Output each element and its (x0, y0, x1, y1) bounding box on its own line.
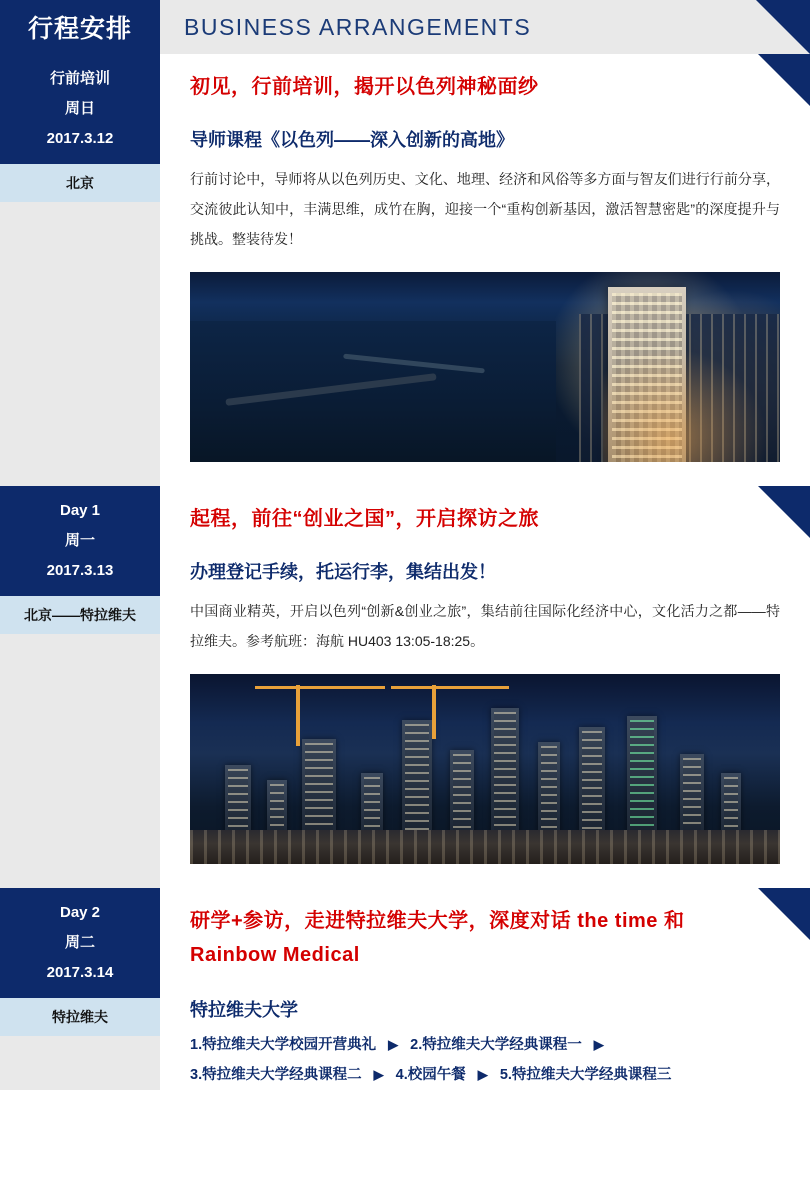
tel-aviv-coast-night-photo (190, 272, 780, 462)
building (680, 754, 704, 838)
agenda-item: 4.校园午餐 (395, 1067, 466, 1083)
day-paragraph: 中国商业精英，开启以色列“创新&创业之旅”，集结前往国际化经济中心，文化活力之都——特拉维夫。参考航班：海航 HU403 13:05-18:25。 (190, 603, 780, 649)
building (721, 773, 741, 838)
day-label: Day 2 (59, 904, 101, 921)
day-date: 2017.3.12 (46, 130, 114, 147)
agenda-row (190, 1060, 790, 1090)
section-corner-triangle-decoration (758, 486, 810, 538)
day-date: 2017.3.14 (46, 964, 114, 981)
agenda-item: 3.特拉维夫大学经典课程二 (190, 1067, 362, 1083)
header-corner-triangle-decoration (756, 0, 810, 54)
day-label: Day 1 (59, 502, 101, 519)
day-weekday: 周一 (64, 532, 95, 549)
chevron-right-icon: ▶ (593, 1037, 604, 1052)
chevron-right-icon: ▶ (373, 1067, 384, 1082)
day-city: 北京——特拉维夫 (0, 596, 160, 634)
day-headline: 初见，行前培训，揭开以色列神秘面纱 (190, 76, 539, 98)
section-corner-triangle-decoration (758, 888, 810, 940)
page-header (0, 0, 810, 54)
day-block-pretraining (0, 54, 810, 486)
day-weekday: 周二 (64, 934, 95, 951)
section-spacer (190, 462, 790, 486)
day-city: 北京 (0, 164, 160, 202)
day-date: 2017.3.13 (46, 562, 114, 579)
building-under-construction (302, 739, 336, 838)
day-city: 特拉维夫 (0, 998, 160, 1036)
building (450, 750, 474, 837)
sea-area (190, 321, 556, 462)
page-title-cn: 行程安排 (27, 15, 132, 43)
tel-aviv-skyline-construction-photo (190, 674, 780, 864)
green-lit-tower (627, 716, 657, 838)
day-label: 行前培训 (49, 70, 110, 87)
building (225, 765, 251, 837)
agenda-item: 2.特拉维夫大学经典课程一 (410, 1037, 582, 1053)
day-headline: 起程，前往“创业之国”，开启探访之旅 (190, 508, 539, 530)
day-subhead: 导师课程《以色列——深入创新的高地》 (190, 130, 514, 150)
day-body-1 (160, 486, 810, 888)
building (361, 773, 383, 838)
section-corner-triangle-decoration (758, 54, 810, 106)
crane-jib (255, 686, 385, 689)
day-meta-card (0, 486, 160, 596)
day-headline: 研学+参访，走进特拉维夫大学，深度对话 the time 和 Rainbow Medical (190, 910, 685, 966)
day-paragraph: 行前讨论中，导师将从以色列历史、文化、地理、经济和风俗等多方面与智友们进行行前分享，交流彼此认知中，丰满思维，成竹在胸，迎接一个“重构创新基因，激活智慧密匙”的深度提升与挑战。整装待发！ (190, 171, 780, 247)
day-meta-1 (0, 486, 160, 888)
building (402, 720, 432, 838)
day-block-2 (0, 888, 810, 1090)
chevron-right-icon: ▶ (388, 1037, 399, 1052)
day-weekday: 周日 (64, 100, 95, 117)
day-meta-pretraining (0, 54, 160, 486)
day-meta-card (0, 888, 160, 998)
day-body-pretraining (160, 54, 810, 486)
crane-mast (432, 685, 436, 738)
header-title-cn-block (0, 0, 160, 54)
day-body-2 (160, 888, 810, 1090)
building (491, 708, 519, 837)
itinerary-content (0, 54, 810, 1090)
foreground-rooftops (190, 830, 780, 864)
agenda-row (190, 1030, 790, 1060)
day-meta-card (0, 54, 160, 164)
header-title-en-block (160, 0, 810, 54)
street-light-glow (603, 348, 768, 462)
day-block-1 (0, 486, 810, 888)
agenda-item: 5.特拉维夫大学经典课程三 (499, 1067, 672, 1083)
page-title-en: BUSINESS ARRANGEMENTS (184, 13, 532, 40)
building (538, 742, 560, 837)
venue-title: 特拉维夫大学 (190, 1000, 298, 1020)
chevron-right-icon: ▶ (477, 1067, 488, 1082)
building (579, 727, 605, 837)
day-meta-2 (0, 888, 160, 1090)
section-spacer (190, 864, 790, 888)
crane-mast (296, 685, 300, 746)
day-subhead: 办理登记手续，托运行李，集结出发！ (190, 562, 496, 582)
crane-jib (391, 686, 509, 689)
agenda-item: 1.特拉维夫大学校园开营典礼 (190, 1037, 377, 1053)
